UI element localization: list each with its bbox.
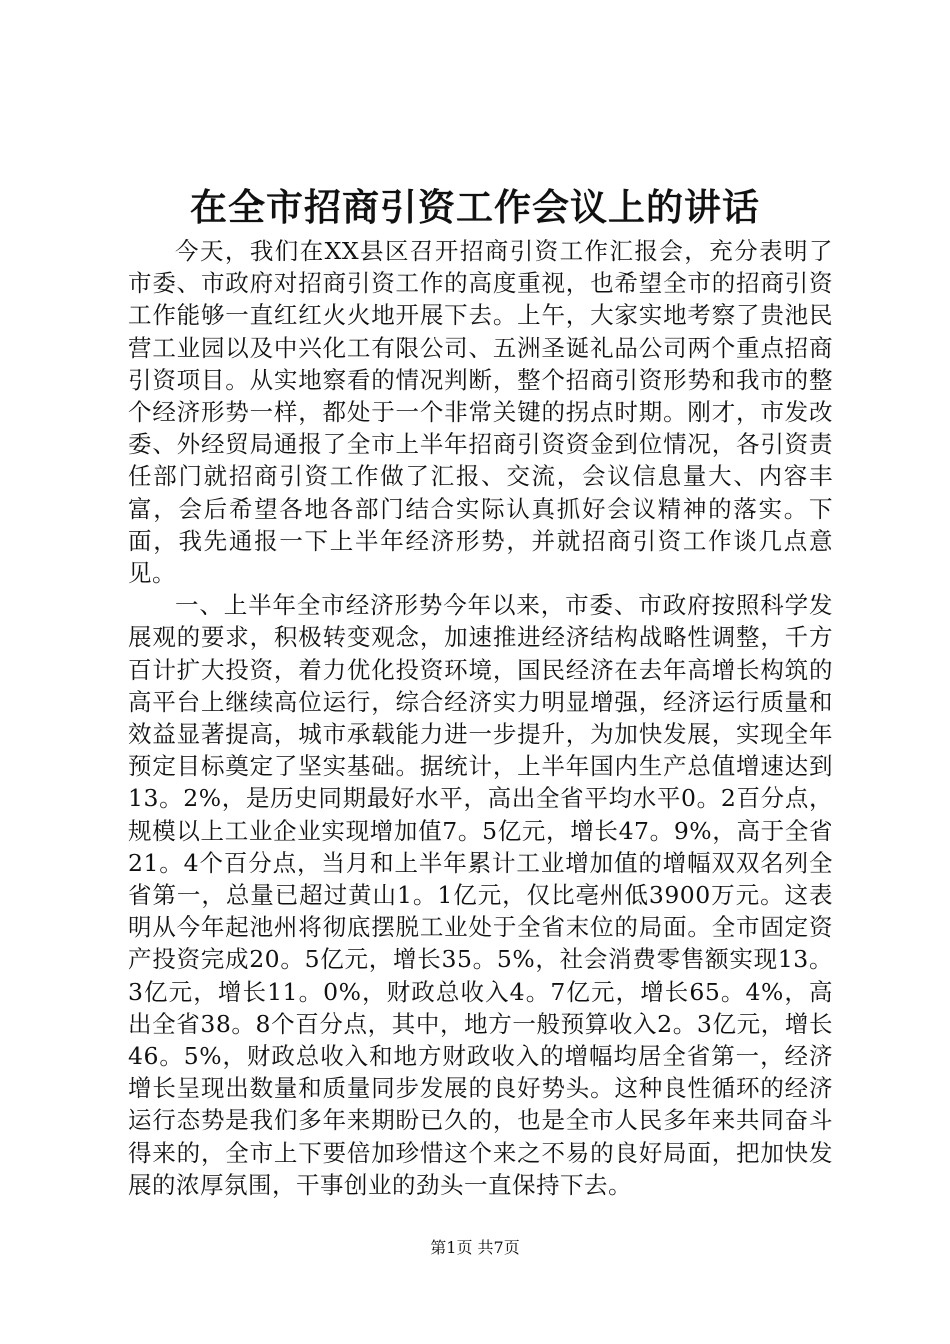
page-number-footer: 第1页 共7页 — [430, 1238, 520, 1257]
paragraph-intro: 今天，我们在XX县区召开招商引资工作汇报会，充分表明了市委、市政府对招商引资工作的高度重视，也希望全市的招商引资工作能够一直红红火火地开展下去。上午，大家实地考察了贵池民营工业园以及中兴化工有限公司、五洲圣诞礼品公司两个重点招商引资项目。从实地察看的情况判断，整个招商引资形势和我市的整个经济形势一样，都处于一个非常关键的拐点时期。刚才，市发改委、外经贸局通报了全市上半年招商引资资金到位情况，各引资责任部门就招商引资工作做了汇报、交流，会议信息量大、内容丰富，会后希望各地各部门结合实际认真抓好会议精神的落实。下面，我先通报一下上半年经济形势，并就招商引资工作谈几点意见。 — [128, 237, 833, 588]
document-body — [128, 235, 833, 1201]
document-title: 在全市招商引资工作会议上的讲话 — [190, 186, 760, 229]
paragraph-economic-situation: 一、上半年全市经济形势今年以来，市委、市政府按照科学发展观的要求，积极转变观念，加速推进经济结构战略性调整，千方百计扩大投资，着力优化投资环境，国民经济在去年高增长构筑的高平台上继续高位运行，综合经济实力明显增强，经济运行质量和效益显著提高，城市承载能力进一步提升，为加快发展，实现全年预定目标奠定了坚实基础。据统计，上半年国内生产总值增速达到13。2%，是历史同期最好水平，高出全省平均水平0。2百分点，规模以上工业企业实现增加值7。5亿元，增长47。9%，高于全省21。4个百分点，当月和上半年累计工业增加值的增幅双双名列全省第一，总量已超过黄山1。1亿元，仅比亳州低3900万元。这表明从今年起池州将彻底摆脱工业处于全省末位的局面。全市固定资产投资完成20。5亿元，增长35。5%，社会消费零售额实现13。3亿元，增长11。0%，财政总收入4。7亿元，增长65。4%，高出全省38。8个百分点，其中，地方一般预算收入2。3亿元，增长46。5%，财政总收入和地方财政收入的增幅均居全省第一，经济增长呈现出数量和质量同步发展的良好势头。这种良性循环的经济运行态势是我们多年来期盼已久的，也是全市人民多年来共同奋斗得来的，全市上下要倍加珍惜这个来之不易的良好局面，把加快发展的浓厚氛围，干事创业的劲头一直保持下去。 — [128, 591, 833, 1199]
